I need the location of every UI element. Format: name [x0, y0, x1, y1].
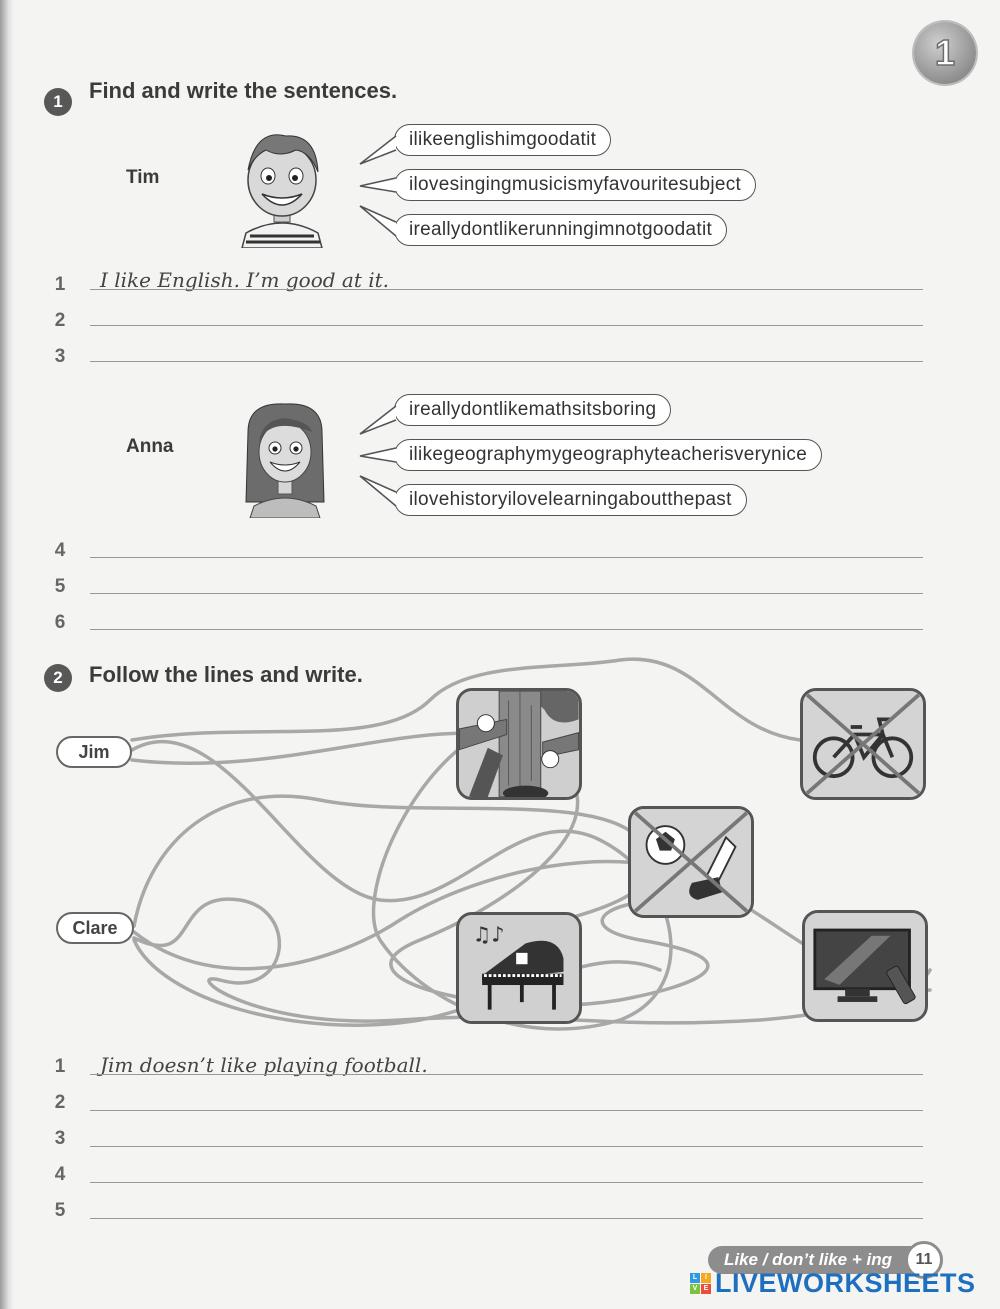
answer-line-1[interactable] — [90, 1074, 923, 1075]
answer-line-4[interactable] — [90, 1182, 923, 1183]
name-pill-jim: Jim — [56, 736, 132, 768]
answer-line-1[interactable] — [90, 289, 923, 290]
answer-line-2[interactable] — [90, 325, 923, 326]
answer-line-4[interactable] — [90, 557, 923, 558]
liveworksheets-watermark[interactable] — [690, 1268, 976, 1299]
line-number: 3 — [54, 1128, 66, 1149]
line-number: 1 — [54, 274, 66, 295]
exercise-2-title: Follow the lines and write. — [89, 662, 363, 687]
answer-example: Jim doesn’t like playing football. — [100, 1053, 428, 1077]
exercise-2-number: 2 — [44, 664, 72, 692]
line-number: 6 — [54, 612, 66, 633]
name-tim: Tim — [126, 167, 160, 188]
speech-bubble: ilikeenglishimgoodatit — [394, 124, 611, 156]
football-crossed-picture — [628, 806, 754, 918]
exercise-1-title: Find and write the sentences. — [89, 78, 398, 103]
page-number: 11 — [905, 1241, 943, 1279]
watermark-text: LIVEWORKSHEETS — [715, 1268, 976, 1298]
exercise-1-number: 1 — [44, 88, 72, 116]
boy-avatar-icon — [236, 128, 328, 248]
svg-text:♫♪: ♫♪ — [472, 922, 505, 947]
unit-badge: 1 — [914, 22, 976, 84]
line-number: 3 — [54, 346, 66, 367]
answer-line-6[interactable] — [90, 629, 923, 630]
cycling-crossed-picture — [800, 688, 926, 800]
line-number: 5 — [54, 576, 66, 597]
speech-bubble: ireallydontlikerunningimnotgoodatit — [394, 214, 727, 246]
line-number: 4 — [54, 1164, 66, 1185]
bubble-tails — [356, 390, 398, 510]
name-anna: Anna — [126, 436, 174, 457]
bubble-tails — [356, 120, 398, 240]
line-number: 5 — [54, 1200, 66, 1221]
answer-line-2[interactable] — [90, 1110, 923, 1111]
footer-topic: Like / don’t like + ing — [708, 1246, 913, 1274]
liveworksheets-logo-icon: L I V E — [690, 1273, 711, 1294]
name-pill-clare: Clare — [56, 912, 134, 944]
answer-line-3[interactable] — [90, 361, 923, 362]
speech-bubble: ilikegeographymygeographyteacherisverynice — [394, 439, 822, 471]
line-number: 2 — [54, 310, 66, 331]
answer-line-5[interactable] — [90, 1218, 923, 1219]
girl-avatar-icon — [240, 402, 330, 518]
answer-example: I like English. I’m good at it. — [100, 268, 390, 292]
answer-line-5[interactable] — [90, 593, 923, 594]
speech-bubble: ireallydontlikemathsitsboring — [394, 394, 671, 426]
answer-line-3[interactable] — [90, 1146, 923, 1147]
line-number: 2 — [54, 1092, 66, 1113]
climbing-tree-picture — [456, 688, 582, 800]
piano-picture — [456, 912, 582, 1024]
line-number: 1 — [54, 1056, 66, 1077]
television-picture — [802, 910, 928, 1022]
speech-bubble: ilovesingingmusicismyfavouritesubject — [394, 169, 756, 201]
speech-bubble: ilovehistoryilovelearningaboutthepast — [394, 484, 747, 516]
line-number: 4 — [54, 540, 66, 561]
